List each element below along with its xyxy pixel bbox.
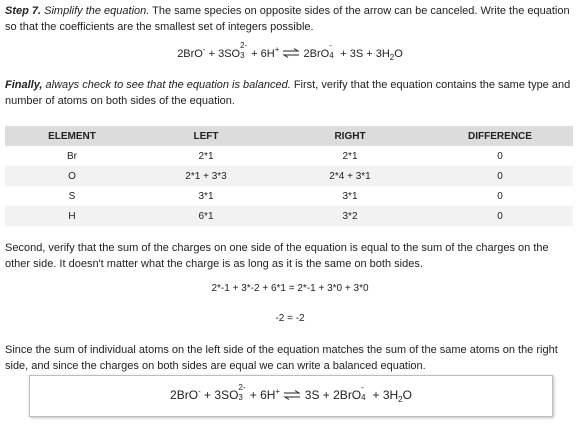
cell-difference: 0 xyxy=(497,150,503,162)
eq-term: + 3SO xyxy=(200,388,239,402)
header-left: LEFT xyxy=(139,126,273,146)
eq-subsup xyxy=(329,41,337,60)
step-label: Step 7. xyxy=(5,5,42,17)
charge-sum-result: -2 = -2 xyxy=(275,313,305,324)
step-action: Simplify the equation. xyxy=(44,5,150,17)
header-right: RIGHT xyxy=(273,126,427,146)
eq-term: + 6H xyxy=(246,388,276,402)
eq-term: 3S + 2BrO xyxy=(304,388,362,402)
eq-charge: - xyxy=(198,387,201,396)
since-paragraph: Since the sum of individual atoms on the left side of the equation matches the sum of the same atoms on the right side, and since the charges on both sides are equal we can write a balanced equation. xyxy=(5,344,558,372)
balanced-equation xyxy=(30,383,552,404)
eq-term: O xyxy=(394,48,403,60)
finally-text: First, verify that the equation contains the same type and number of atoms on both sides of the equation. xyxy=(5,79,571,107)
eq-subscript: 3 xyxy=(240,51,245,60)
eq-term: + 3S + 3H xyxy=(337,48,390,60)
header-element: ELEMENT xyxy=(5,126,139,146)
table-row xyxy=(5,206,573,226)
eq-charge: - xyxy=(329,41,332,50)
eq-charge: + xyxy=(274,45,280,54)
eq-subscript: 2 xyxy=(389,53,395,62)
cell-right: 2*4 + 3*1 xyxy=(273,166,427,186)
second-paragraph: Second, verify that the sum of the charges on one side of the equation is equal to the sum of the charges on the other side. It doesn't matter what the charge is as long as it is the same on both sides. xyxy=(5,242,549,270)
cell-right: 2*1 xyxy=(342,150,358,162)
step-text: The same species on opposite sides of the arrow can be canceled. Write the equation so that the coefficients are the smallest set of integers possible. xyxy=(5,5,570,33)
equilibrium-arrow-icon xyxy=(282,48,300,58)
eq-subscript: 4 xyxy=(329,51,334,60)
table-row xyxy=(5,166,573,186)
eq-charge: 2- xyxy=(240,41,248,50)
cell-left: 2*1 + 3*3 xyxy=(139,166,273,186)
eq-subscript: 2 xyxy=(398,395,403,404)
cell-difference: 0 xyxy=(427,166,573,186)
header-difference: DIFFERENCE xyxy=(427,126,573,146)
eq-term: 2BrO xyxy=(170,388,199,402)
cell-difference: 0 xyxy=(497,190,503,202)
cell-left: 3*1 xyxy=(198,190,214,202)
eq-term: + 6H xyxy=(248,48,275,60)
eq-charge: - xyxy=(202,45,206,54)
finally-paragraph xyxy=(5,77,573,109)
balanced-equation-box xyxy=(29,375,553,417)
eq-subscript: 3 xyxy=(238,393,243,402)
cell-left: 2*1 xyxy=(198,150,214,162)
cell-left: 6*1 xyxy=(139,206,273,226)
eq-subsup xyxy=(238,383,246,402)
cell-element: O xyxy=(5,166,139,186)
eq-subscript: 4 xyxy=(361,393,366,402)
simplified-equation xyxy=(0,41,580,62)
finally-action: always check to see that the equation is balanced. xyxy=(42,79,291,91)
eq-term: + 3H xyxy=(369,388,399,402)
eq-subsup xyxy=(361,383,369,402)
eq-term: + 3SO xyxy=(205,48,241,60)
eq-term: O xyxy=(402,388,412,402)
eq-term: 2BrO xyxy=(303,48,330,60)
cell-difference: 0 xyxy=(427,206,573,226)
eq-subsup xyxy=(240,41,248,60)
cell-right: 3*2 xyxy=(273,206,427,226)
equilibrium-arrow-icon xyxy=(283,390,301,400)
cell-element: S xyxy=(68,190,76,202)
eq-term: 2BrO xyxy=(177,48,203,60)
finally-label: Finally, xyxy=(5,79,43,91)
cell-right: 3*1 xyxy=(342,190,358,202)
table-row xyxy=(5,186,573,206)
charge-sum-equation: 2*-1 + 3*-2 + 6*1 = 2*-1 + 3*0 + 3*0 xyxy=(211,283,369,294)
eq-charge: 2- xyxy=(238,383,246,392)
table-header-row xyxy=(5,126,573,146)
step-7-paragraph xyxy=(5,3,573,35)
eq-charge: + xyxy=(275,387,281,396)
table-row xyxy=(5,146,573,166)
cell-element: H xyxy=(5,206,139,226)
cell-element: Br xyxy=(67,150,77,162)
eq-charge: - xyxy=(361,383,364,392)
atom-balance-table xyxy=(5,126,573,226)
